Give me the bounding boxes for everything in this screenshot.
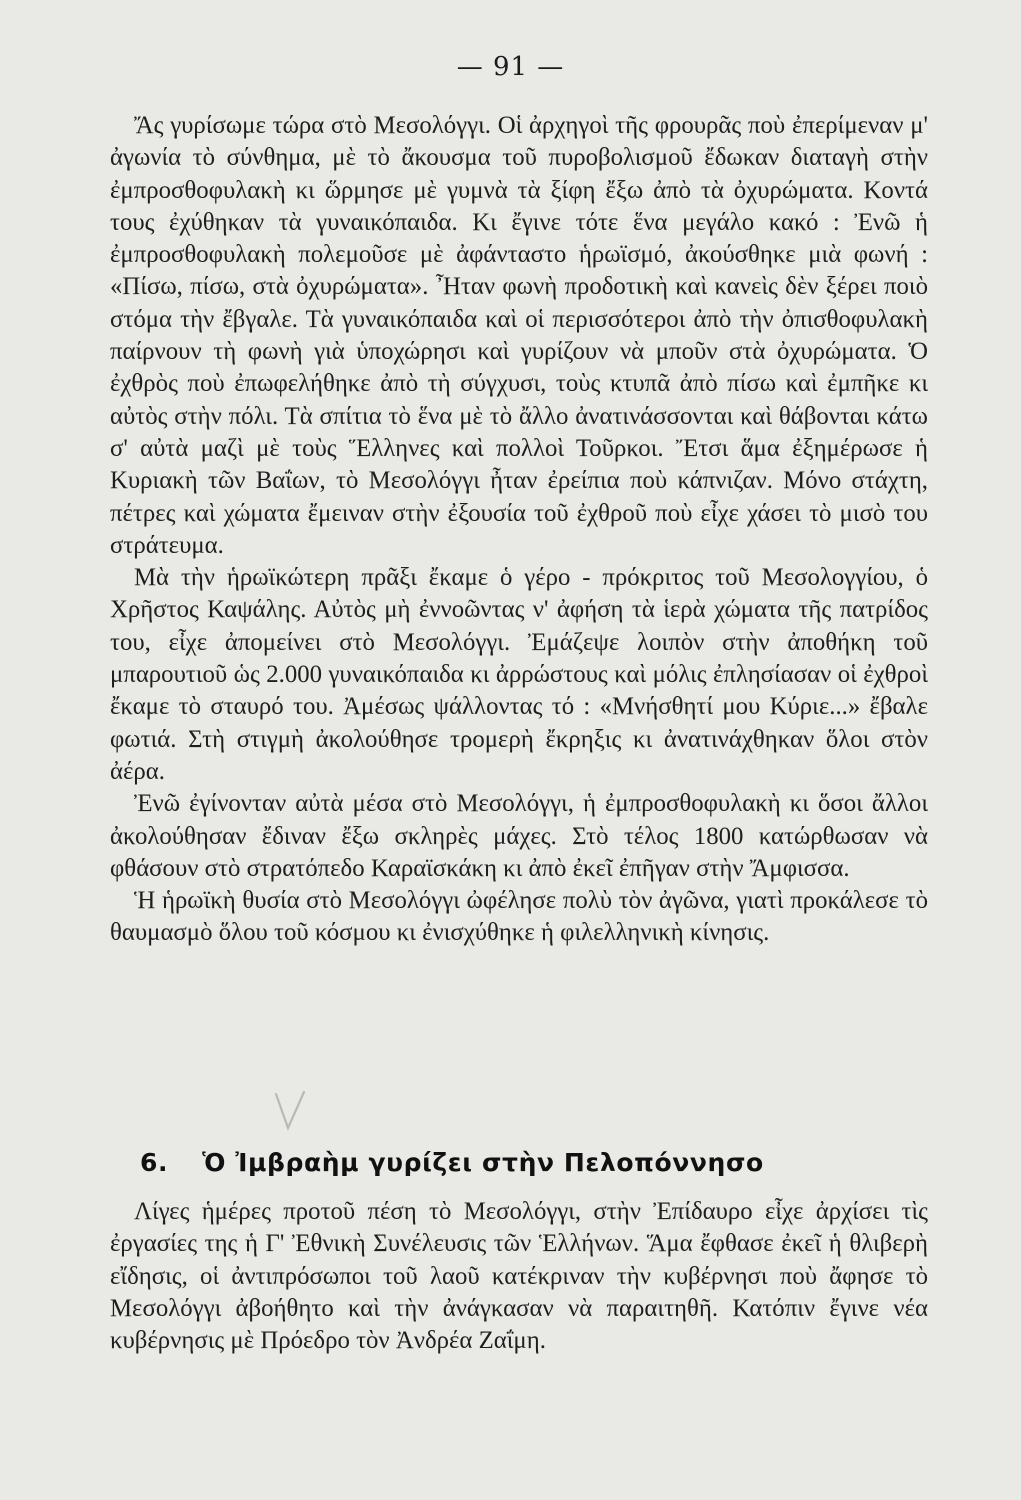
pencil-check-mark	[270, 1088, 310, 1134]
paragraph-epidaurus: Λίγες ἡμέρες προτοῦ πέση τὸ Μεσολόγγι, στὴν Ἐπίδαυρο εἶχε ἀρχίσει τὶς ἐργασίες της ἡ Γ' Ἐθνικὴ Συνέλευσις τῶν Ἑλλήνων. Ἅμα ἔφθασε ἐκεῖ ἡ θλιβερὴ εἴδησις, οἱ ἀντιπρόσωποι τοῦ λαοῦ κατέκριναν τὴν κυβέρνησι ποὺ ἄφησε τὸ Μεσολόγγι ἀβοήθητο καὶ τὴν ἀνάγκασαν νὰ παραιτηθῆ. Κατόπιν ἔγινε νέα κυβέρνησις μὲ Πρόεδρο τὸν Ἀνδρέα Ζαΐμη.	[110, 1198, 928, 1355]
paragraph-sortie: Ἄς γυρίσωμε τώρα στὸ Μεσολόγγι. Οἱ ἀρχηγοὶ τῆς φρουρᾶς ποὺ ἐπερίμεναν μ' ἀγωνία τὸ σύνθημα, μὲ τὸ ἄκουσμα τοῦ πυροβολισμοῦ ἔδωκαν διαταγὴ στὴν ἐμπροσθοφυλακὴ κι ὥρμησε μὲ γυμνὰ τὰ ξίφη ἔξω ἀπὸ τὰ ὀχυρώματα. Κοντά τους ἐχύθηκαν τὰ γυναικόπαιδα. Κι ἔγινε τότε ἕνα μεγάλο κακό : Ἐνῶ ἡ ἐμπροσθοφυλακὴ πολεμοῦσε μὲ ἀφάνταστο ἡρωϊσμό, ἀκούσθηκε μιὰ φωνή : «Πίσω, πίσω, στὰ ὀχυρώματα». Ἦταν φωνὴ προδοτικὴ καὶ κανεὶς δὲν ξέρει ποιὸ στόμα τὴν ἔβγαλε. Τὰ γυναικόπαιδα καὶ οἱ περισσότεροι ἀπὸ τὴν ὀπισθοφυλακὴ παίρνουν τὴ φωνὴ γιὰ ὑποχώρησι καὶ γυρίζουν νὰ μποῦν στὰ ὀχυρώματα. Ὁ ἐχθρὸς ποὺ ἐπωφελήθηκε ἀπὸ τὴ σύγχυσι, τοὺς κτυπᾶ ἀπὸ πίσω καὶ ἐμπῆκε κι αὐτὸς στὴν πόλι. Τὰ σπίτια τὸ ἕνα μὲ τὸ ἄλλο ἀνατινάσσονται καὶ θάβονται κάτω σ' αὐτὰ μαζὶ μὲ τοὺς Ἕλληνες καὶ πολλοὶ Τοῦρκοι. Ἔτσι ἅμα ἐξημέρωσε ἡ Κυριακὴ τῶν Βαΐων, τὸ Μεσολόγγι ἦταν ἐρείπια ποὺ κάπνιζαν. Μόνο στάχτη, πέτρες καὶ χώματα ἔμειναν στὴν ἐξουσία τοῦ ἐχθροῦ ποὺ εἶχε χάσει τὸ μισὸ του στράτευμα.	[110, 112, 928, 559]
body-text	[110, 110, 928, 950]
section-number: 6.	[140, 1148, 169, 1177]
section-heading	[140, 1148, 900, 1177]
paragraph-sacrifice: Ἡ ἡρωϊκὴ θυσία στὸ Μεσολόγγι ὠφέλησε πολὺ τὸν ἀγῶνα, γιατὶ προκάλεσε τὸ θαυμασμὸ ὅλου τοῦ κόσμου κι ἐνισχύθηκε ἡ φιλελληνικὴ κίνησις.	[110, 887, 928, 947]
page-number: — 91 —	[456, 52, 565, 82]
paragraph-kapsalis: Μὰ τὴν ἡρωϊκώτερη πρᾶξι ἔκαμε ὁ γέρο - πρόκριτος τοῦ Μεσολογγίου, ὁ Χρῆστος Καψάλης. Αὐτὸς μὴ ἐννοῶντας ν' ἀφήση τὰ ἱερὰ χώματα τῆς πατρίδος του, εἶχε ἀπομείνει στὸ Μεσολόγγι. Ἐμάζεψε λοιπὸν στὴν ἀποθήκη τοῦ μπαρουτιοῦ ὡς 2.000 γυναικόπαιδα κι ἀρρώστους καὶ μόλις ἐπλησίασαν οἱ ἐχθροὶ ἔκαμε τὸ σταυρό του. Ἀμέσως ψάλλοντας τό : «Μνήσθητί μου Κύριε...» ἔβαλε φωτιά. Στὴ στιγμὴ ἀκολούθησε τρομερὴ ἔκρηξις κι ἀνατινάχθηκαν ὅλοι στὸν ἀέρα.	[110, 564, 928, 785]
section-text	[110, 1196, 928, 1357]
paragraph-vanguard: Ἐνῶ ἐγίνονταν αὐτὰ μέσα στὸ Μεσολόγγι, ἡ ἐμπροσθοφυλακὴ κι ὅσοι ἄλλοι ἀκολούθησαν ἔδιναν ἔξω σκληρὲς μάχες. Στὸ τέλος 1800 κατώρθωσαν νὰ φθάσουν στὸ στρατόπεδο Καραϊσκάκη κι ἀπὸ ἐκεῖ ἐπῆγαν στὴν Ἄμφισσα.	[110, 790, 928, 882]
section-title: Ὁ Ἰμβραὴμ γυρίζει στὴν Πελοπόννησο	[202, 1148, 764, 1177]
